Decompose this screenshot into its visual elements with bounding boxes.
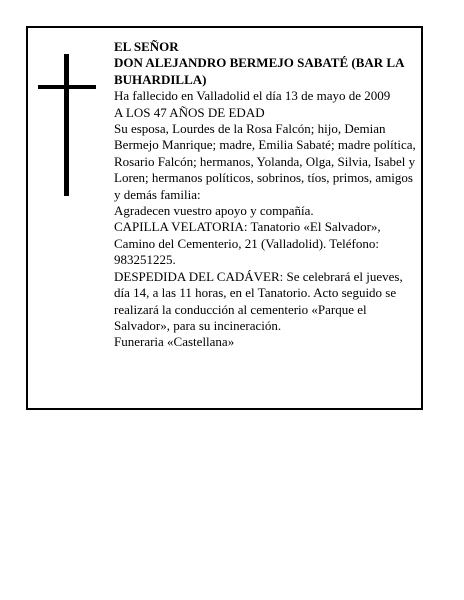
cross-vertical-bar — [64, 54, 69, 196]
deceased-name: DON ALEJANDRO BERMEJO SABATÉ (BAR LA BUHARDILLA) — [114, 55, 404, 87]
cross-horizontal-bar — [38, 85, 96, 89]
funeral-home: Funeraria «Castellana» — [114, 334, 235, 350]
chapel-info: CAPILLA VELATORIA: Tanatorio «El Salvador», Camino del Cementerio, 21 (Valladolid). Teléfono: 983251225. — [114, 219, 381, 268]
cross-icon — [38, 54, 96, 196]
death-line: Ha fallecido en Valladolid el día 13 de mayo de 2009 — [114, 88, 391, 104]
farewell-info: DESPEDIDA DEL CADÁVER: Se celebrará el jueves, día 14, a las 11 horas, en el Tanatorio. Acto seguido se realizará la conducción al cementerio «Parque el Salvador», para su incineración. — [114, 268, 403, 333]
family-list: Su esposa, Lourdes de la Rosa Falcón; hijo, Demian Bermejo Manrique; madre, Emilia Sabaté; madre política, Rosario Falcón; hermanos, Yolanda, Olga, Silvia, Isabel y Loren; hermanos políticos, sobrinos, tíos, primos, amigos y demás familia: — [114, 121, 416, 202]
thanks-line: Agradecen vuestro apoyo y compañía. — [114, 203, 314, 219]
honorific: EL SEÑOR — [114, 39, 179, 54]
age-line: A LOS 47 AÑOS DE EDAD — [114, 104, 265, 120]
obituary-text — [114, 39, 420, 351]
